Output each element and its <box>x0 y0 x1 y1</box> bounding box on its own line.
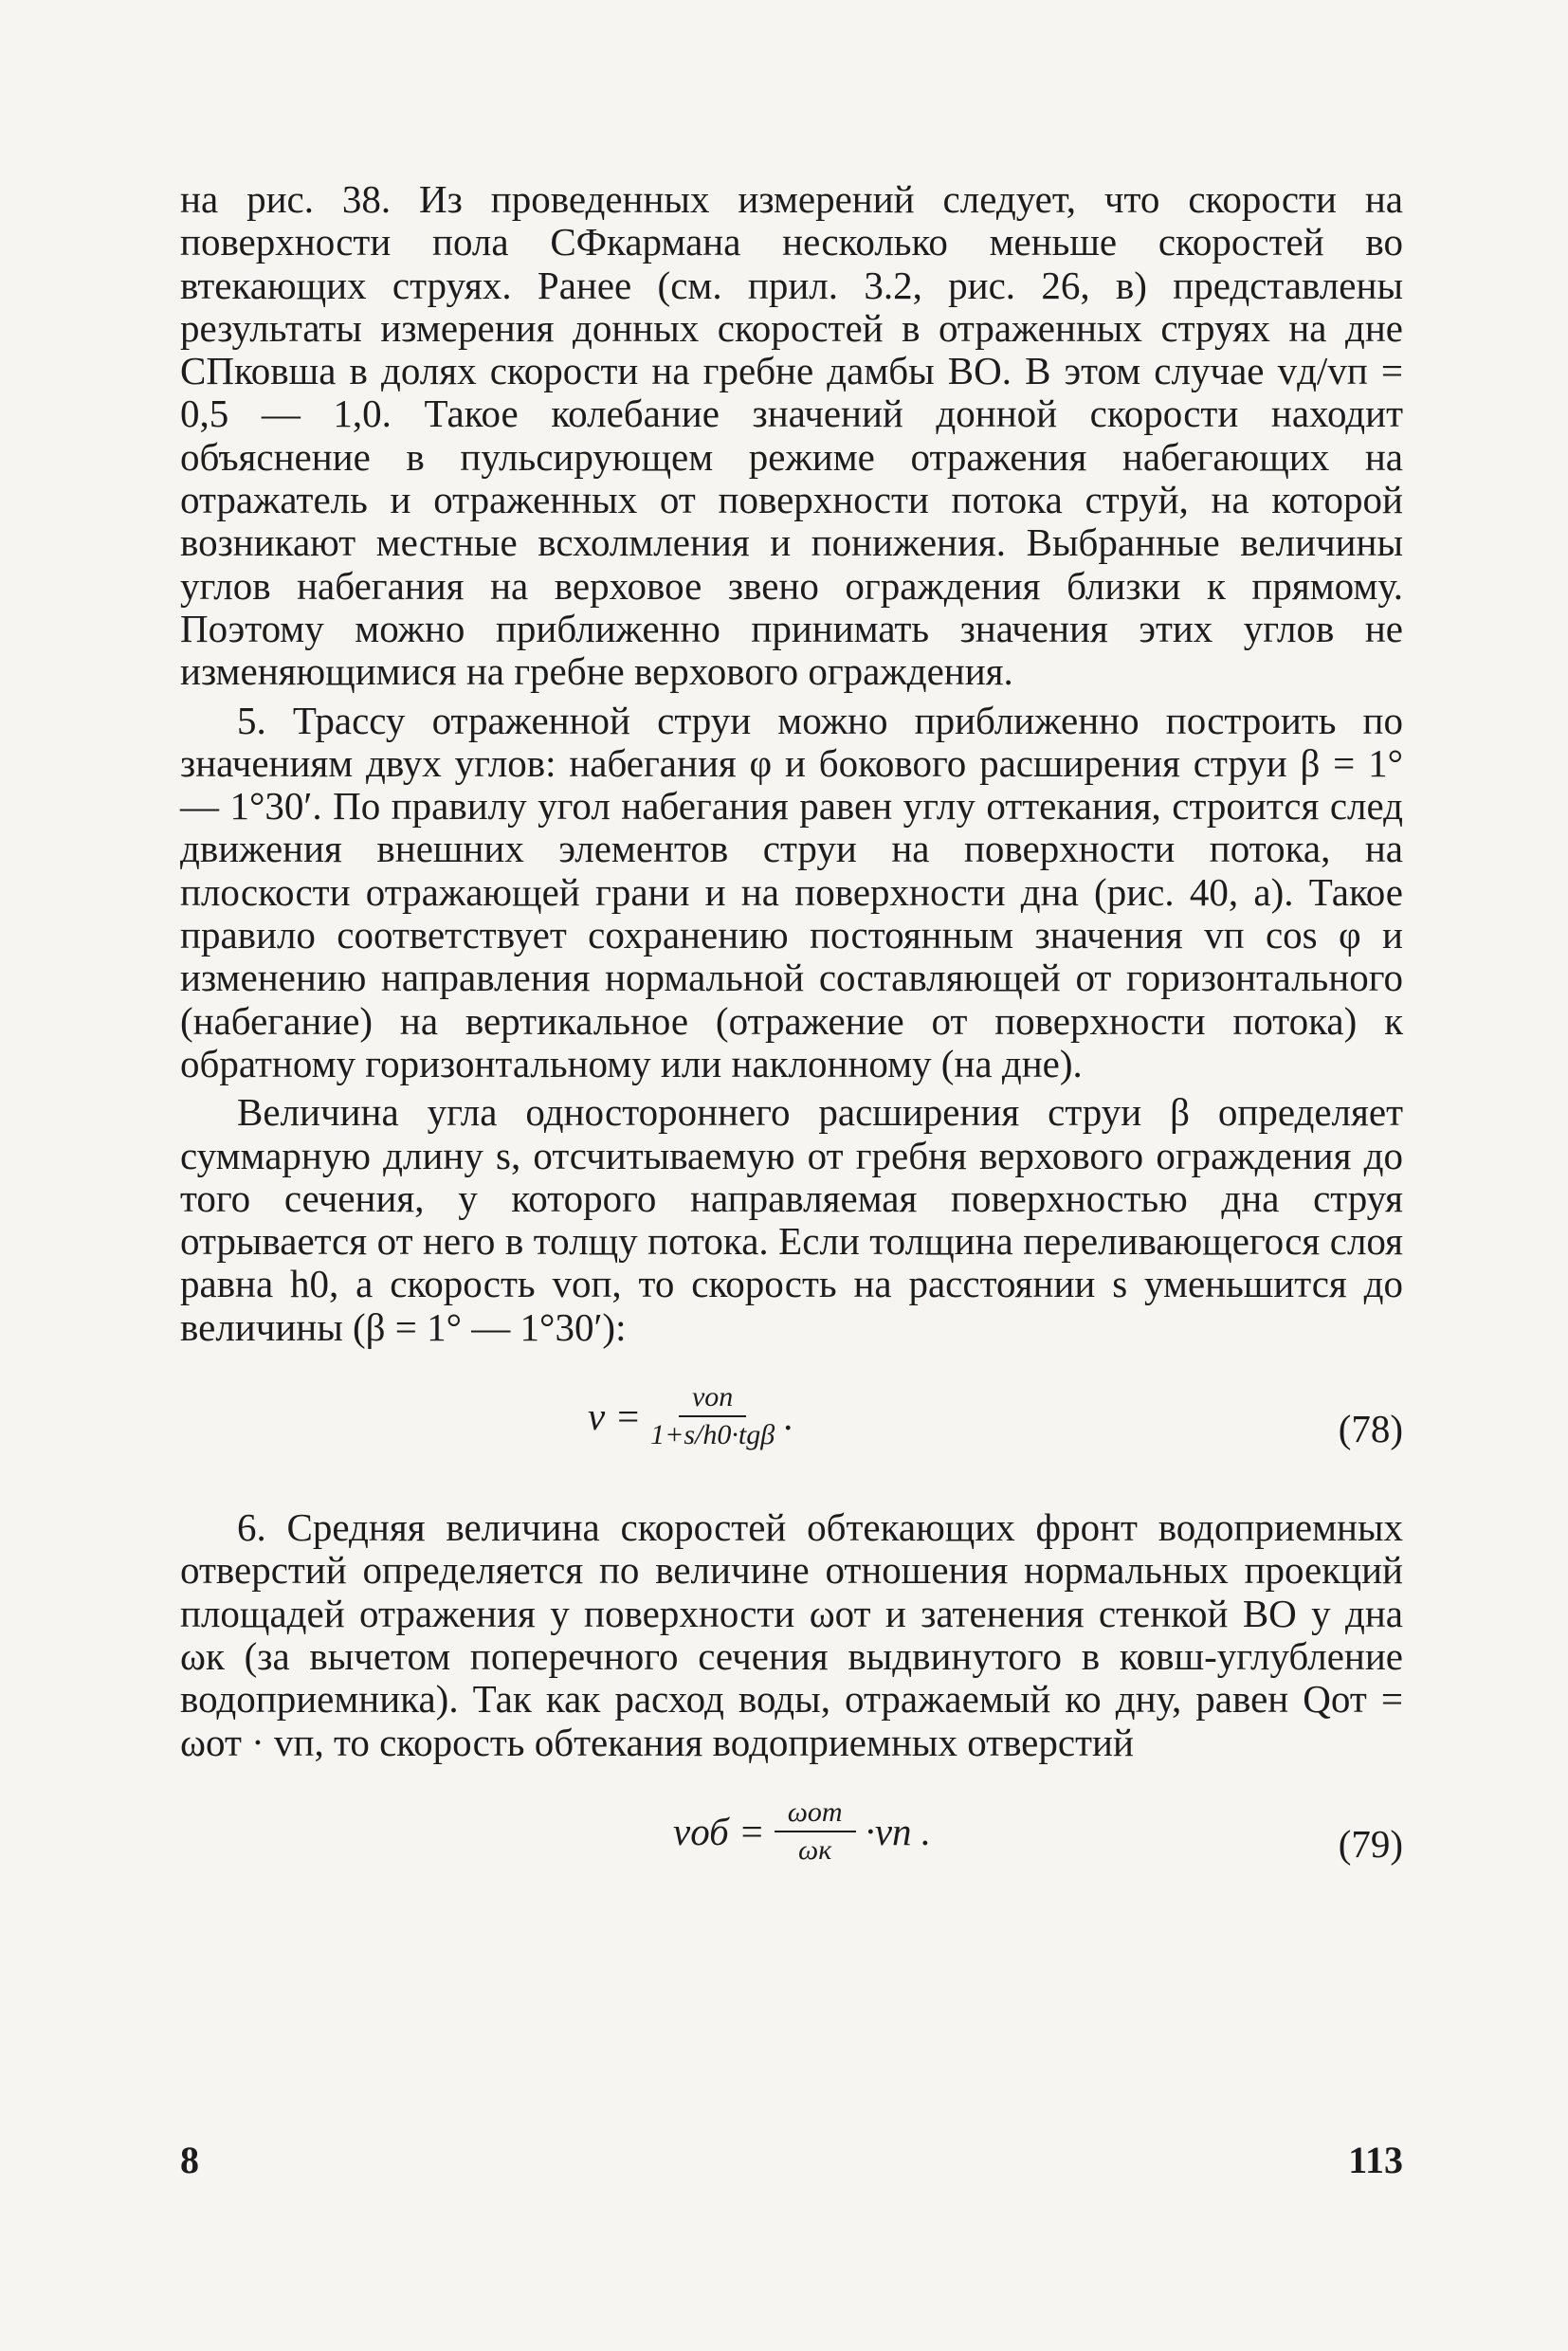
page-footer <box>180 2138 1403 2182</box>
formula-79-tail: ·vп . <box>865 1809 932 1853</box>
formula-79-numerator: ωот <box>775 1796 856 1832</box>
formula-79-denominator: ωк <box>798 1833 832 1866</box>
formula-78-expression <box>588 1381 793 1451</box>
formula-78-denominator: 1+s/h0·tgβ <box>650 1419 775 1451</box>
formula-78-numerator: vоп <box>679 1381 746 1417</box>
paragraph-beta-angle: Величина угла одностороннего расширения струи β определяет суммарную длину s, отсчитываемую от гребня верхового ограждения до того сечения, у которого направляемая поверхностью дна струя отрывается от него в толщу потока. Если толщина переливающегося слоя равна h0, а скорость vоп, то скорость на расстоянии s уменьшится до величины (β = 1° — 1°30′): <box>180 1090 1403 1349</box>
signature-mark: 8 <box>180 2139 199 2181</box>
formula-78-tail: . <box>784 1394 794 1439</box>
equation-number-79: (79) <box>1338 1821 1403 1866</box>
formula-79-fraction <box>775 1796 856 1867</box>
formula-78 <box>180 1364 1403 1506</box>
formula-78-lhs: v = <box>588 1394 642 1439</box>
paragraph-item-6: 6. Средняя величина скоростей обтекающих фронт водоприемных отверстий определяется по величине отношения нормальных проекций площадей отражения у поверхности ωот и затенения стенкой ВО у дна ωк (за вычетом поперечного сечения выдвинутого в ковш-углубление водоприемника). Так как расход воды, отражаемый ко дну, равен Qот = ωот · vп, то скорость обтекания водоприемных отверстий <box>180 1505 1403 1764</box>
formula-79-lhs: vоб = <box>673 1809 765 1853</box>
body-text <box>180 178 1403 1922</box>
formula-78-fraction <box>650 1381 775 1451</box>
paragraph-item-5: 5. Трассу отраженной струи можно приближенно построить по значениям двух углов: набегания φ и бокового расширения струи β = 1° — 1°30′. По правилу угол набегания равен углу оттекания, строится след движения внешних элементов струи на поверхности потока, на плоскости отражающей грани и на поверхности дна (рис. 40, а). Такое правило соответствует сохранению постоянным значения vп cos φ и изменению направления нормальной составляющей от горизонтального (набегание) на вертикальное (отражение от поверхности потока) к обратному горизонтальному или наклонному (на дне). <box>180 698 1403 1085</box>
page-number: 113 <box>1348 2139 1403 2181</box>
formula-79 <box>180 1779 1403 1922</box>
formula-79-expression <box>673 1796 931 1867</box>
equation-number-78: (78) <box>1338 1407 1403 1451</box>
paragraph-continuation: на рис. 38. Из проведенных измерений следует, что скорости на поверхности пола СФкармана несколько меньше скоростей во втекающих струях. Ранее (см. прил. 3.2, рис. 26, в) представлены результаты измерения донных скоростей в отраженных струях на дне СПковша в долях скорости на гребне дамбы ВО. В этом случае vд/vп = 0,5 — 1,0. Такое колебание значений донной скорости находит объяснение в пульсирующем режиме отражения набегающих на отражатель и отраженных от поверхности потока струй, на которой возникают местные всхолмления и понижения. Выбранные величины углов набегания на верховое звено ограждения близки к прямому. Поэтому можно приближенно принимать значения этих углов не изменяющимися на гребне верхового ограждения. <box>180 177 1403 694</box>
